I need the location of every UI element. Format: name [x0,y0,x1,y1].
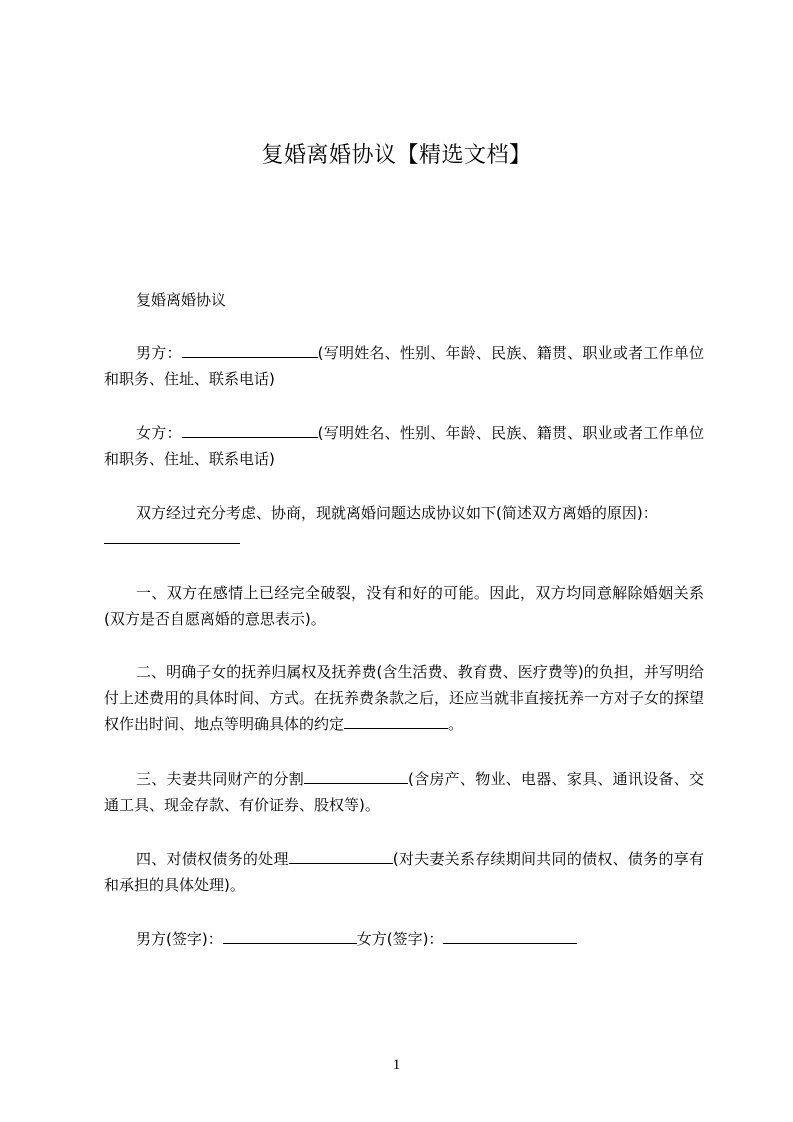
clause-3-start: 三、夫妻共同财产的分割 [136,770,304,788]
man-info-paragraph [104,340,704,392]
man-info-block [104,340,704,392]
clause-2-text: 二、明确子女的抚养归属权及抚养费(含生活费、教育费、医疗费等)的负担，并写明给付上述费用的具体时间、方式。在抚养费条款之后，还应当就非直接抚养一方对子女的探望权作出时间、地点等明确具体的约定 [104,663,705,733]
woman-signature-label: 女方(签字)： [356,930,444,948]
agreement-heading-block [104,287,704,313]
intro-block [104,500,704,552]
man-label: 男方： [136,344,182,362]
woman-hint: (写明姓名、性别、年龄、民族、籍贯、职业或者工作单位和职务、住址、联系电话) [104,424,704,468]
clause-3-paragraph [104,766,704,818]
man-signature-blank[interactable] [223,927,357,944]
clause-4-block [104,846,704,898]
intro-blank-line [104,526,704,552]
man-signature-label: 男方(签字)： [136,930,223,948]
man-hint: (写明姓名、性别、年龄、民族、籍贯、职业或者工作单位和职务、住址、联系电话) [104,344,704,388]
property-division-blank[interactable] [304,767,408,784]
man-name-blank[interactable] [182,341,318,358]
woman-signature-blank[interactable] [443,927,577,944]
page-number: 1 [392,1057,401,1073]
visitation-agreement-blank[interactable] [344,712,448,729]
debt-handling-blank[interactable] [289,847,393,864]
clause-2-end: 。 [448,715,464,733]
woman-info-paragraph [104,420,704,472]
woman-name-blank[interactable] [182,421,318,438]
clause-2-block [104,659,704,737]
agreement-heading: 复婚离婚协议 [136,291,227,309]
clause-4-end: (对夫妻关系存续期间共同的债权、债务的享有和承担的具体处理)。 [104,850,704,894]
clause-2-paragraph [104,659,704,737]
signature-block [104,926,704,952]
clause-1-block [104,580,704,632]
clause-1-paragraph: 一、双方在感情上已经完全破裂，没有和好的可能。因此，双方均同意解除婚姻关系(双方是否自愿离婚的意思表示)。 [104,584,704,628]
woman-info-block [104,420,704,472]
clause-3-block [104,766,704,818]
clause-3-end: (含房产、物业、电器、家具、通讯设备、交通工具、现金存款、有价证券、股权等)。 [104,770,704,814]
signature-line [104,926,704,952]
intro-paragraph: 双方经过充分考虑、协商，现就离婚问题达成协议如下(简述双方离婚的原因)： [136,504,658,522]
clause-4-start: 四、对债权债务的处理 [136,850,289,868]
divorce-reason-blank[interactable] [104,527,240,544]
document-title: 复婚离婚协议【精选文档】 [261,143,532,168]
clause-4-paragraph [104,846,704,898]
woman-label: 女方： [136,424,182,442]
